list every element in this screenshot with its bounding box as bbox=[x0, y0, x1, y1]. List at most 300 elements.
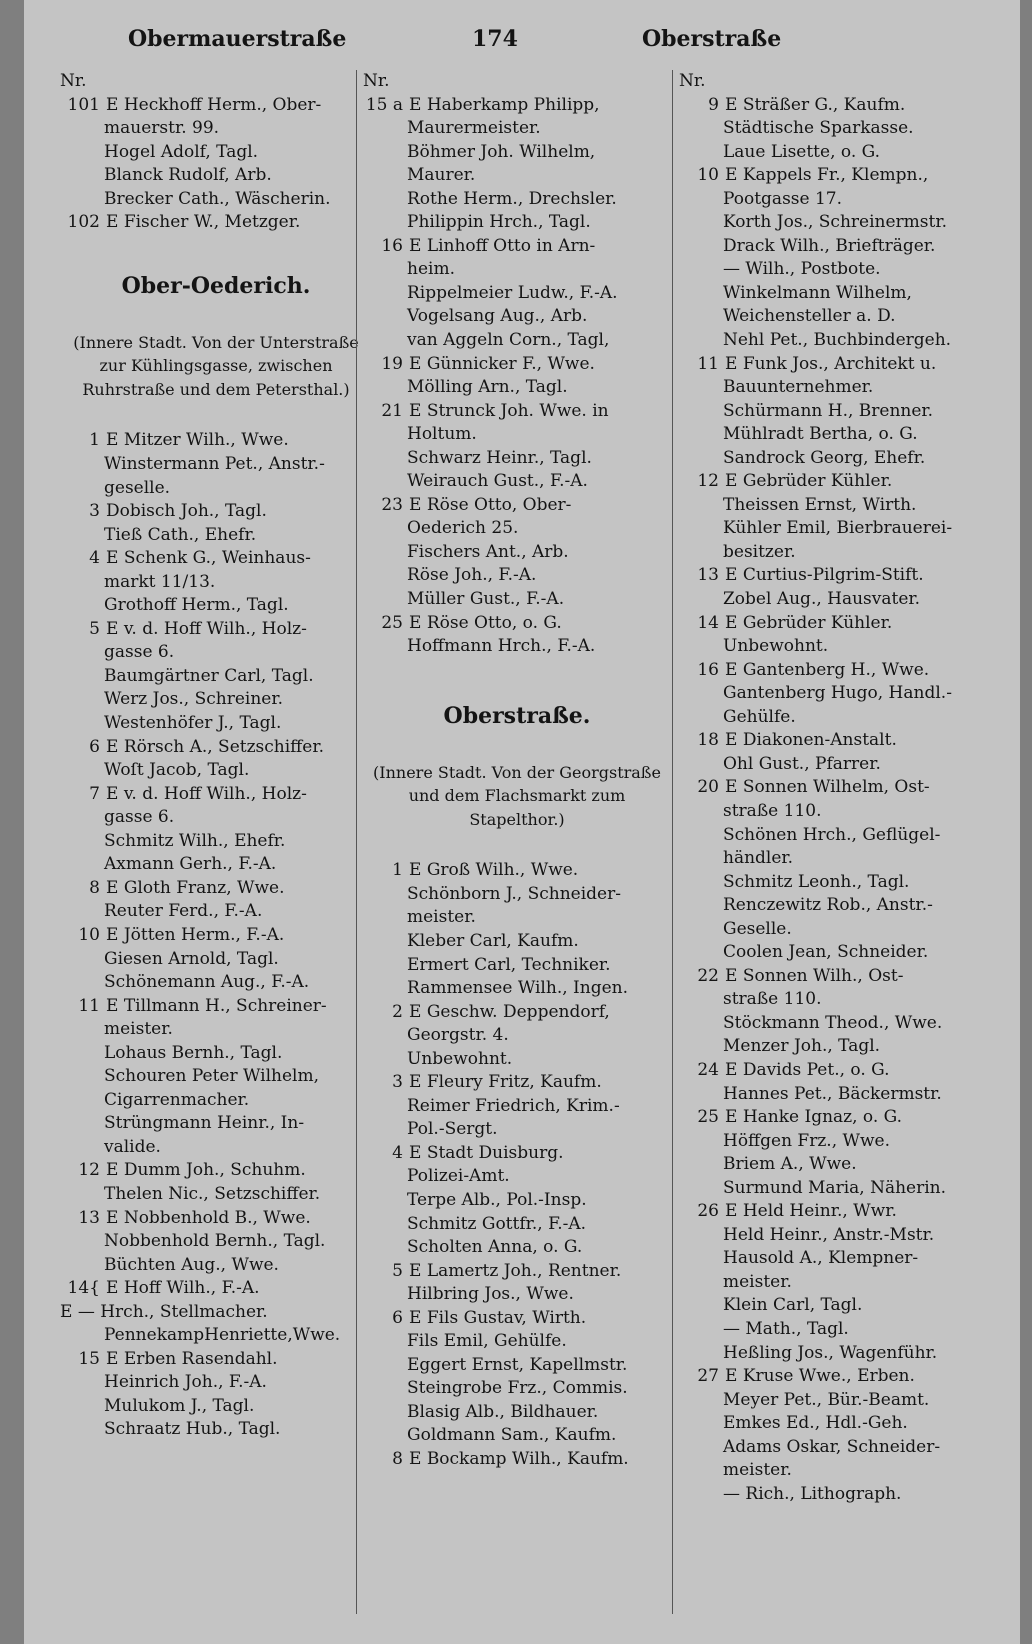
house-number: 14 bbox=[697, 612, 719, 633]
entry-line bbox=[363, 1165, 671, 1189]
entry-text: Geselle. bbox=[723, 918, 792, 939]
entry-text: Lohaus Bernh., Tagl. bbox=[104, 1042, 283, 1063]
entry-line bbox=[60, 1301, 372, 1325]
entry-text: Schmitz Leonh., Tagl. bbox=[723, 871, 910, 892]
page-number: 174 bbox=[472, 26, 518, 52]
entry-line bbox=[679, 635, 979, 659]
entry-text: E Röse Otto, o. G. bbox=[409, 612, 562, 633]
entry-line bbox=[679, 447, 979, 471]
entry-line bbox=[679, 1059, 979, 1083]
header-right-street: Oberstraße bbox=[642, 26, 782, 52]
entry-text: Schürmann H., Brenner. bbox=[723, 400, 934, 421]
entry-text: Winstermann Pet., Anstr.- bbox=[104, 454, 325, 475]
house-number: 10 bbox=[78, 924, 100, 945]
entry-line bbox=[679, 423, 979, 447]
house-number: 12 bbox=[78, 1160, 100, 1181]
entry-text: meister. bbox=[723, 1460, 792, 1481]
entry-line bbox=[679, 1483, 979, 1507]
house-number: 4 bbox=[89, 548, 100, 569]
entry-text: E Davids Pet., o. G. bbox=[725, 1059, 890, 1080]
entry-text: Coolen Jean, Schneider. bbox=[723, 942, 929, 963]
house-number: 15 bbox=[78, 1348, 100, 1369]
entry-text: E Diakonen-Anstalt. bbox=[725, 730, 897, 751]
entry-line bbox=[679, 847, 979, 871]
entry-line bbox=[679, 824, 979, 848]
entry-text: Drack Wilh., Briefträger. bbox=[723, 235, 936, 256]
entry-text: Terpe Alb., Pol.-Insp. bbox=[407, 1189, 587, 1210]
entry-line bbox=[363, 141, 671, 165]
entry-line bbox=[679, 1012, 979, 1036]
entry-text: Renczewitz Rob., Anstr.- bbox=[723, 895, 933, 916]
entry-text: Emkes Ed., Hdl.-Geh. bbox=[723, 1413, 908, 1434]
entry-text: händler. bbox=[723, 848, 794, 869]
entry-text: Brecker Cath., Wäscherin. bbox=[104, 188, 331, 209]
entry-line bbox=[363, 1236, 671, 1260]
entry-line bbox=[363, 1142, 671, 1166]
entry-line bbox=[60, 164, 372, 188]
house-number: 9 bbox=[708, 94, 719, 115]
entry-text: meister. bbox=[723, 1271, 792, 1292]
entry-line bbox=[363, 930, 671, 954]
entry-line bbox=[60, 665, 372, 689]
entry-text: Georgstr. 4. bbox=[407, 1025, 509, 1046]
entry-line bbox=[363, 94, 671, 118]
entry-text: E Strunck Joh. Wwe. in bbox=[409, 400, 609, 421]
entry-text: Kühler Emil, Bierbrauerei- bbox=[723, 518, 953, 539]
entry-text: Winkelmann Wilhelm, bbox=[723, 282, 912, 303]
entry-line bbox=[60, 1395, 372, 1419]
entry-text: Woſt Jacob, Tagl. bbox=[104, 760, 250, 781]
entry-text: E Schenk G., Weinhaus- bbox=[106, 548, 311, 569]
entry-text: Gantenberg Hugo, Handl.- bbox=[723, 683, 952, 704]
entry-line bbox=[679, 211, 979, 235]
entry-line bbox=[679, 871, 979, 895]
house-number: 7 bbox=[89, 783, 100, 804]
entry-line bbox=[60, 547, 372, 571]
entry-text: Held Heinr., Anstr.-Mstr. bbox=[723, 1224, 935, 1245]
entry-text: Westenhöfer J., Tagl. bbox=[104, 713, 282, 734]
entry-line bbox=[679, 776, 979, 800]
nr-label: Nr. bbox=[679, 71, 706, 91]
entry-text: — Math., Tagl. bbox=[723, 1318, 849, 1339]
entry-line bbox=[363, 1283, 671, 1307]
entry-line bbox=[60, 117, 372, 141]
entry-line bbox=[60, 1254, 372, 1278]
entry-text: Menzer Joh., Tagl. bbox=[723, 1036, 881, 1057]
entry-text: E Tillmann H., Schreiner- bbox=[106, 995, 327, 1016]
entry-text: Philippin Hrch., Tagl. bbox=[407, 212, 591, 233]
entry-line bbox=[679, 94, 979, 118]
entry-text: valide. bbox=[104, 1136, 161, 1157]
house-number: 21 bbox=[381, 400, 403, 421]
entry-line bbox=[363, 977, 671, 1001]
entry-text: Laue Lisette, o. G. bbox=[723, 141, 881, 162]
entry-text: heim. bbox=[407, 259, 455, 280]
entry-line bbox=[60, 1089, 372, 1113]
house-number: 27 bbox=[697, 1366, 719, 1387]
entry-line bbox=[60, 1183, 372, 1207]
entry-line bbox=[679, 1153, 979, 1177]
entry-line bbox=[60, 1042, 372, 1066]
entry-text: Unbewohnt. bbox=[723, 636, 829, 657]
entry-line bbox=[363, 235, 671, 259]
entry-line bbox=[60, 524, 372, 548]
house-number: 11 bbox=[78, 995, 100, 1016]
entry-line bbox=[363, 1401, 671, 1425]
entry-text: Heßling Jos., Wagenführ. bbox=[723, 1342, 938, 1363]
house-number: 5 bbox=[392, 1260, 403, 1281]
entry-line bbox=[60, 688, 372, 712]
entry-line bbox=[679, 305, 979, 329]
entry-text: Schmitz Wilh., Ehefr. bbox=[104, 830, 286, 851]
entry-text: Ohl Gust., Pfarrer. bbox=[723, 753, 881, 774]
entry-text: E v. d. Hoff Wilh., Holz- bbox=[106, 618, 307, 639]
entry-text: Theissen Ernst, Wirth. bbox=[723, 494, 917, 515]
house-number: 102 bbox=[67, 212, 100, 233]
entry-line bbox=[60, 924, 372, 948]
entry-line bbox=[60, 1324, 372, 1348]
entry-text: Korth Jos., Schreinermstr. bbox=[723, 212, 947, 233]
entry-line bbox=[679, 965, 979, 989]
col2-main-entries bbox=[363, 859, 671, 1471]
entry-line bbox=[363, 211, 671, 235]
entry-line bbox=[679, 1318, 979, 1342]
entry-line bbox=[679, 1130, 979, 1154]
entry-line bbox=[60, 211, 372, 235]
col1-main-entries bbox=[60, 429, 372, 1442]
entry-text: E Haberkamp Philipp, bbox=[409, 94, 600, 115]
entry-text: Städtische Sparkasse. bbox=[723, 118, 914, 139]
entry-line bbox=[363, 541, 671, 565]
entry-line bbox=[60, 1207, 372, 1231]
nr-label: Nr. bbox=[60, 71, 87, 91]
entry-text: Kleber Carl, Kaufm. bbox=[407, 930, 579, 951]
entry-text: Grothoff Herm., Tagl. bbox=[104, 595, 289, 616]
entry-text: straße 110. bbox=[723, 989, 822, 1010]
entry-line bbox=[679, 258, 979, 282]
entry-text: Rothe Herm., Drechsler. bbox=[407, 188, 617, 209]
entry-line bbox=[60, 1371, 372, 1395]
house-number: 11 bbox=[697, 353, 719, 374]
entry-line bbox=[679, 800, 979, 824]
entry-text: Surmund Maria, Näherin. bbox=[723, 1177, 947, 1198]
entry-text: besitzer. bbox=[723, 541, 796, 562]
entry-line bbox=[679, 564, 979, 588]
entry-text: PennekampHenriette,Wwe. bbox=[104, 1325, 341, 1346]
entry-text: gasse 6. bbox=[104, 807, 175, 828]
entry-text: Adams Oskar, Schneider- bbox=[723, 1436, 941, 1457]
house-number: 16 bbox=[697, 659, 719, 680]
entry-text: Cigarrenmacher. bbox=[104, 1089, 250, 1110]
entry-text: Scholten Anna, o. G. bbox=[407, 1237, 583, 1258]
entry-text: Oederich 25. bbox=[407, 518, 519, 539]
entry-text: Röse Joh., F.-A. bbox=[407, 565, 537, 586]
entry-text: straße 110. bbox=[723, 800, 822, 821]
house-number: 1 bbox=[392, 860, 403, 881]
entry-text: E Jötten Herm., F.-A. bbox=[106, 924, 285, 945]
entry-text: Unbewohnt. bbox=[407, 1048, 513, 1069]
entry-text: Zobel Aug., Hausvater. bbox=[723, 589, 921, 610]
entry-text: Fischers Ant., Arb. bbox=[407, 541, 569, 562]
column-2 bbox=[356, 70, 671, 1614]
entry-text: Meyer Pet., Bür.-Beamt. bbox=[723, 1389, 930, 1410]
entry-text: E Röse Otto, Ober- bbox=[409, 494, 572, 515]
entry-line bbox=[363, 423, 671, 447]
house-number: 19 bbox=[381, 353, 403, 374]
section-title-ober-oederich: Ober-Oederich. bbox=[121, 272, 311, 299]
entry-text: Höffgen Frz., Wwe. bbox=[723, 1130, 891, 1151]
entry-line bbox=[679, 1224, 979, 1248]
entry-text: gesellе. bbox=[104, 477, 171, 498]
entry-text: Schwarz Heinr., Tagl. bbox=[407, 447, 592, 468]
column-3 bbox=[672, 70, 979, 1614]
entry-line bbox=[679, 376, 979, 400]
entry-text: Axmann Gerh., F.-A. bbox=[104, 854, 277, 875]
house-number: 25 bbox=[381, 612, 403, 633]
entry-text: Schönborn J., Schneider- bbox=[407, 883, 621, 904]
entry-text: Schönen Hrch., Geflügel- bbox=[723, 824, 941, 845]
entry-line bbox=[363, 1024, 671, 1048]
entry-line bbox=[363, 1048, 671, 1072]
entry-line bbox=[363, 1189, 671, 1213]
entry-text: Schouren Peter Wilhelm, bbox=[104, 1066, 320, 1087]
entry-line bbox=[363, 1424, 671, 1448]
entry-text: Weichensteller a. D. bbox=[723, 306, 896, 327]
entry-line bbox=[60, 877, 372, 901]
entry-text: Nehl Pet., Buchbindergeh. bbox=[723, 330, 952, 351]
entry-line bbox=[60, 853, 372, 877]
entry-text: Gehülfe. bbox=[723, 706, 796, 727]
entry-line bbox=[679, 894, 979, 918]
entry-text: Eggert Ernst, Kapellmstr. bbox=[407, 1354, 628, 1375]
entry-line bbox=[679, 117, 979, 141]
page-header bbox=[24, 26, 1020, 62]
entry-text: E Curtius-Pilgrim-Stift. bbox=[725, 565, 924, 586]
entry-line bbox=[60, 971, 372, 995]
house-number: 13 bbox=[78, 1207, 100, 1228]
entry-text: E Held Heinr., Wwr. bbox=[725, 1201, 897, 1222]
entry-text: E Gantenberg H., Wwe. bbox=[725, 659, 930, 680]
entry-text: Giesen Arnold, Tagl. bbox=[104, 948, 279, 969]
entry-line bbox=[60, 477, 372, 501]
entry-line bbox=[363, 1330, 671, 1354]
entry-line bbox=[363, 188, 671, 212]
entry-line bbox=[60, 759, 372, 783]
entry-line bbox=[679, 1389, 979, 1413]
entry-line bbox=[679, 235, 979, 259]
house-number: 20 bbox=[697, 777, 719, 798]
entry-line bbox=[679, 1247, 979, 1271]
section-desc-oberstrasse: (Innere Stadt. Von der Georgstraße und dem Flachsmarkt zum Stapelthor.) bbox=[373, 762, 661, 829]
entry-line bbox=[363, 447, 671, 471]
entry-line bbox=[60, 594, 372, 618]
entry-line bbox=[679, 141, 979, 165]
house-number: 10 bbox=[697, 165, 719, 186]
entry-text: Schmitz Gottfr., F.-A. bbox=[407, 1213, 587, 1234]
entry-text: Rippelmeier Ludw., F.-A. bbox=[407, 282, 618, 303]
entry-line bbox=[60, 1348, 372, 1372]
house-number: 26 bbox=[697, 1201, 719, 1222]
entry-line bbox=[679, 918, 979, 942]
entry-text: E Geschw. Deppendorf, bbox=[409, 1001, 610, 1022]
entry-text: Blasig Alb., Bildhauer. bbox=[407, 1401, 599, 1422]
entry-line bbox=[679, 588, 979, 612]
house-number: 3 bbox=[89, 501, 100, 522]
entry-text: — Wilh., Postbote. bbox=[723, 259, 881, 280]
entry-line bbox=[679, 329, 979, 353]
entry-line bbox=[679, 517, 979, 541]
entry-line bbox=[363, 164, 671, 188]
entry-text: Maurermeister. bbox=[407, 118, 541, 139]
entry-line bbox=[363, 258, 671, 282]
entry-line bbox=[363, 1095, 671, 1119]
entry-line bbox=[679, 541, 979, 565]
entry-text: Steingrobe Frz., Commis. bbox=[407, 1378, 628, 1399]
entry-line bbox=[679, 1200, 979, 1224]
entry-text: — Rich., Lithograph. bbox=[723, 1483, 902, 1504]
entry-line bbox=[60, 1159, 372, 1183]
house-number: 12 bbox=[697, 471, 719, 492]
entry-text: Büchten Aug., Wwe. bbox=[104, 1254, 279, 1275]
col1-top-entries bbox=[60, 94, 372, 235]
house-number: 25 bbox=[697, 1107, 719, 1128]
entry-line bbox=[363, 1260, 671, 1284]
entry-text: Hoffmann Hrch., F.-A. bbox=[407, 636, 596, 657]
section-title-oberstrasse: Oberstraße. bbox=[443, 702, 591, 729]
entry-text: E v. d. Hoff Wilh., Holz- bbox=[106, 783, 307, 804]
entry-line bbox=[679, 1412, 979, 1436]
entry-text: Heinrich Joh., F.-A. bbox=[104, 1372, 267, 1393]
entry-line bbox=[60, 94, 372, 118]
entry-text: E Kruse Wwe., Erben. bbox=[725, 1366, 915, 1387]
entry-text: Fils Emil, Gehülfe. bbox=[407, 1331, 567, 1352]
entry-text: E Sträßer G., Kaufm. bbox=[725, 94, 906, 115]
house-number: 6 bbox=[89, 736, 100, 757]
entry-line bbox=[679, 400, 979, 424]
entry-line bbox=[60, 1112, 372, 1136]
entry-text: Reuter Ferd., F.-A. bbox=[104, 901, 263, 922]
entry-line bbox=[363, 1118, 671, 1142]
entry-line bbox=[363, 400, 671, 424]
entry-line bbox=[679, 470, 979, 494]
entry-text: Sandrock Georg, Ehefr. bbox=[723, 447, 926, 468]
entry-line bbox=[679, 1294, 979, 1318]
house-number: 8 bbox=[392, 1448, 403, 1469]
house-number: 1 bbox=[89, 430, 100, 451]
entry-text: Reimer Friedrich, Krim.- bbox=[407, 1095, 620, 1116]
entry-text: E Lamertz Joh., Rentner. bbox=[409, 1260, 622, 1281]
entry-line bbox=[679, 1083, 979, 1107]
entry-line bbox=[60, 1136, 372, 1160]
entry-line bbox=[60, 453, 372, 477]
entry-text: E Mitzer Wilh., Wwe. bbox=[106, 430, 289, 451]
entry-line bbox=[679, 494, 979, 518]
entry-text: E Fils Gustav, Wirth. bbox=[409, 1307, 587, 1328]
nr-label: Nr. bbox=[363, 71, 390, 91]
entry-line bbox=[363, 470, 671, 494]
entry-line bbox=[679, 941, 979, 965]
entry-text: Holtum. bbox=[407, 424, 477, 445]
entry-text: E Stadt Duisburg. bbox=[409, 1142, 564, 1163]
entry-line bbox=[60, 995, 372, 1019]
entry-text: Weirauch Gust., F.-A. bbox=[407, 471, 588, 492]
entry-text: Dobisch Joh., Tagl. bbox=[106, 501, 267, 522]
entry-text: Maurer. bbox=[407, 165, 476, 186]
entry-text: E Hoff Wilh., F.-A. bbox=[106, 1278, 260, 1299]
entry-text: Baumgärtner Carl, Tagl. bbox=[104, 665, 314, 686]
entry-text: Stöckmann Theod., Wwe. bbox=[723, 1012, 943, 1033]
entry-text: E Hanke Ignaz, o. G. bbox=[725, 1107, 903, 1128]
house-number: 23 bbox=[381, 494, 403, 515]
house-number: 16 bbox=[381, 235, 403, 256]
entry-line bbox=[363, 906, 671, 930]
entry-text: E Fleury Fritz, Kaufm. bbox=[409, 1072, 602, 1093]
entry-text: Thelen Nic., Setzschiffer. bbox=[104, 1183, 321, 1204]
entry-text: Mölling Arn., Tagl. bbox=[407, 377, 568, 398]
entry-text: Polizei-Amt. bbox=[407, 1166, 510, 1187]
house-number: 14{ bbox=[67, 1278, 100, 1299]
entry-text: E Sonnen Wilh., Ost- bbox=[725, 965, 904, 986]
entry-line bbox=[679, 1035, 979, 1059]
entry-line bbox=[60, 429, 372, 453]
entry-text: E Dumm Joh., Schuhm. bbox=[106, 1160, 306, 1181]
entry-text: Klein Carl, Tagl. bbox=[723, 1295, 863, 1316]
entry-line bbox=[679, 1342, 979, 1366]
entry-text: E Bockamp Wilh., Kaufm. bbox=[409, 1448, 629, 1469]
entry-text: E Linhoff Otto in Arn- bbox=[409, 235, 596, 256]
house-number: 5 bbox=[89, 618, 100, 639]
entry-line bbox=[679, 1459, 979, 1483]
entry-line bbox=[363, 588, 671, 612]
entry-line bbox=[363, 1307, 671, 1331]
entry-text: Schraatz Hub., Tagl. bbox=[104, 1419, 281, 1440]
header-left-street: Obermauerstraße bbox=[128, 26, 347, 52]
entry-line bbox=[363, 1213, 671, 1237]
entry-text: E Rörsch A., Setzschiffer. bbox=[106, 736, 324, 757]
entry-line bbox=[60, 618, 372, 642]
entry-text: Hogel Adolf, Tagl. bbox=[104, 141, 259, 162]
entry-text: E Funk Jos., Architekt u. bbox=[725, 353, 937, 374]
entry-text: E Groß Wilh., Wwe. bbox=[409, 860, 579, 881]
entry-text: Böhmer Joh. Wilhelm, bbox=[407, 141, 596, 162]
entry-text: Pol.-Sergt. bbox=[407, 1119, 498, 1140]
entry-text: E — Hrch., Stellmacher. bbox=[60, 1301, 268, 1322]
entry-line bbox=[679, 1106, 979, 1130]
entry-line bbox=[679, 164, 979, 188]
entry-line bbox=[60, 783, 372, 807]
entry-line bbox=[60, 1018, 372, 1042]
entry-line bbox=[679, 988, 979, 1012]
house-number: 3 bbox=[392, 1072, 403, 1093]
house-number: 4 bbox=[392, 1142, 403, 1163]
entry-text: E Günnicker F., Wwe. bbox=[409, 353, 595, 374]
entry-text: Schönemann Aug., F.-A. bbox=[104, 972, 310, 993]
entry-line bbox=[60, 806, 372, 830]
entry-line bbox=[363, 883, 671, 907]
entry-line bbox=[363, 564, 671, 588]
entry-text: E Gebrüder Kühler. bbox=[725, 471, 893, 492]
entry-line bbox=[363, 517, 671, 541]
entry-line bbox=[363, 329, 671, 353]
entry-text: E Nobbenhold B., Wwe. bbox=[106, 1207, 311, 1228]
entry-line bbox=[679, 659, 979, 683]
column-1 bbox=[60, 70, 372, 1614]
entry-line bbox=[60, 1230, 372, 1254]
entry-text: E Heckhoff Herm., Ober- bbox=[106, 94, 322, 115]
entry-text: meister. bbox=[407, 907, 476, 928]
entry-line bbox=[363, 494, 671, 518]
entry-line bbox=[363, 376, 671, 400]
